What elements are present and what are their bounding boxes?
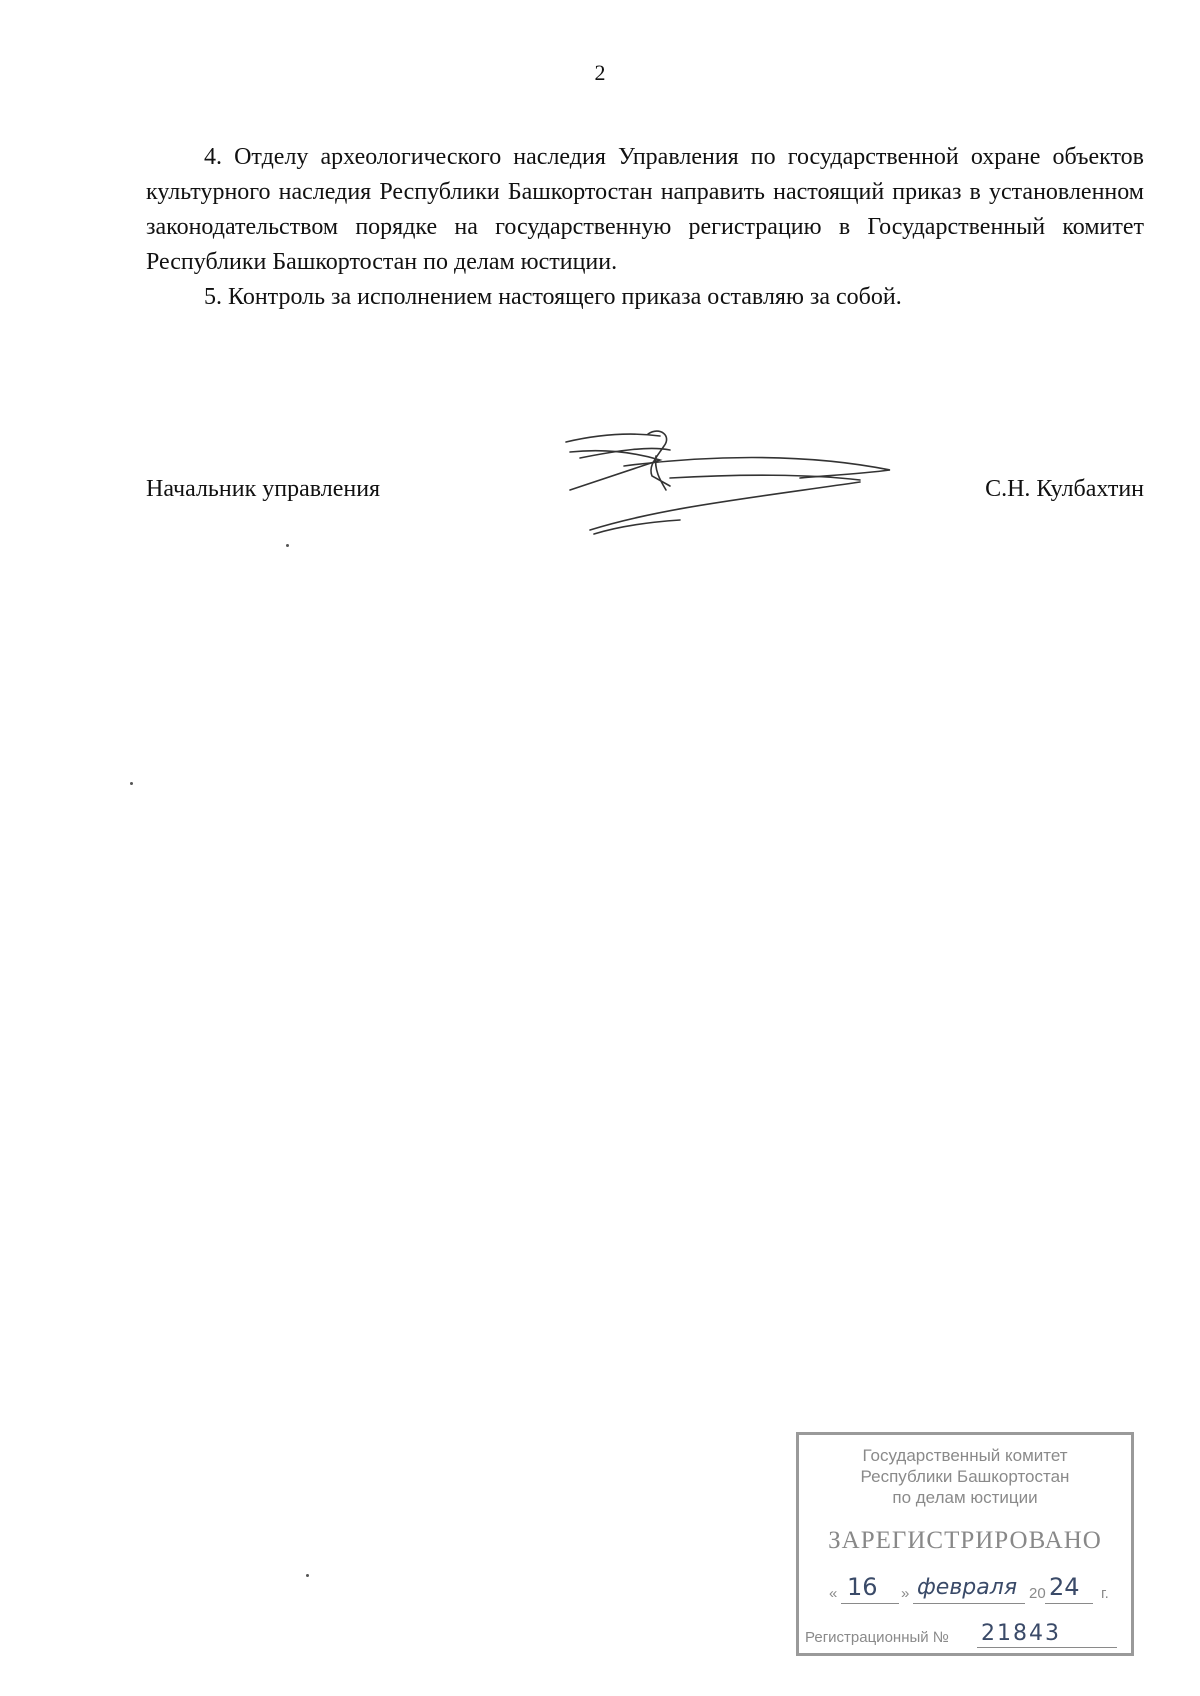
scan-speck bbox=[306, 1574, 309, 1577]
scan-speck bbox=[286, 544, 289, 547]
stamp-month: февраля bbox=[917, 1575, 1018, 1600]
stamp-registration-number: Регистрационный № 21843 bbox=[805, 1621, 1125, 1651]
handwritten-signature bbox=[560, 430, 940, 550]
stamp-year: 24 bbox=[1049, 1573, 1080, 1601]
signer-name: С.Н. Кулбахтин bbox=[985, 476, 1144, 502]
paragraph-4: 4. Отделу археологического наследия Управления по государственной охране объектов культурного наследия Республики Башкортостан направить настоящий приказ в установленном законодательством порядке на государственную регистрацию в Государственный комитет Республики Башкортостан по делам юстиции. bbox=[146, 144, 1144, 275]
document-body bbox=[146, 140, 1144, 315]
stamp-day: 16 bbox=[847, 1573, 878, 1601]
scan-speck bbox=[130, 782, 133, 785]
paragraph-5: 5. Контроль за исполнением настоящего приказа оставляю за собой. bbox=[204, 284, 902, 310]
stamp-organization: Государственный комитет Республики Башкортостан по делам юстиции bbox=[860, 1446, 1070, 1507]
stamp-date: « 16 » февраля 20 24 г. bbox=[829, 1573, 1109, 1602]
stamp-registered-label: ЗАРЕГИСТРИРОВАНО bbox=[828, 1527, 1102, 1554]
signer-position: Начальник управления bbox=[146, 476, 381, 502]
registration-number: 21843 bbox=[981, 1621, 1061, 1646]
page-number: 2 bbox=[594, 60, 606, 85]
registration-stamp bbox=[796, 1432, 1134, 1656]
